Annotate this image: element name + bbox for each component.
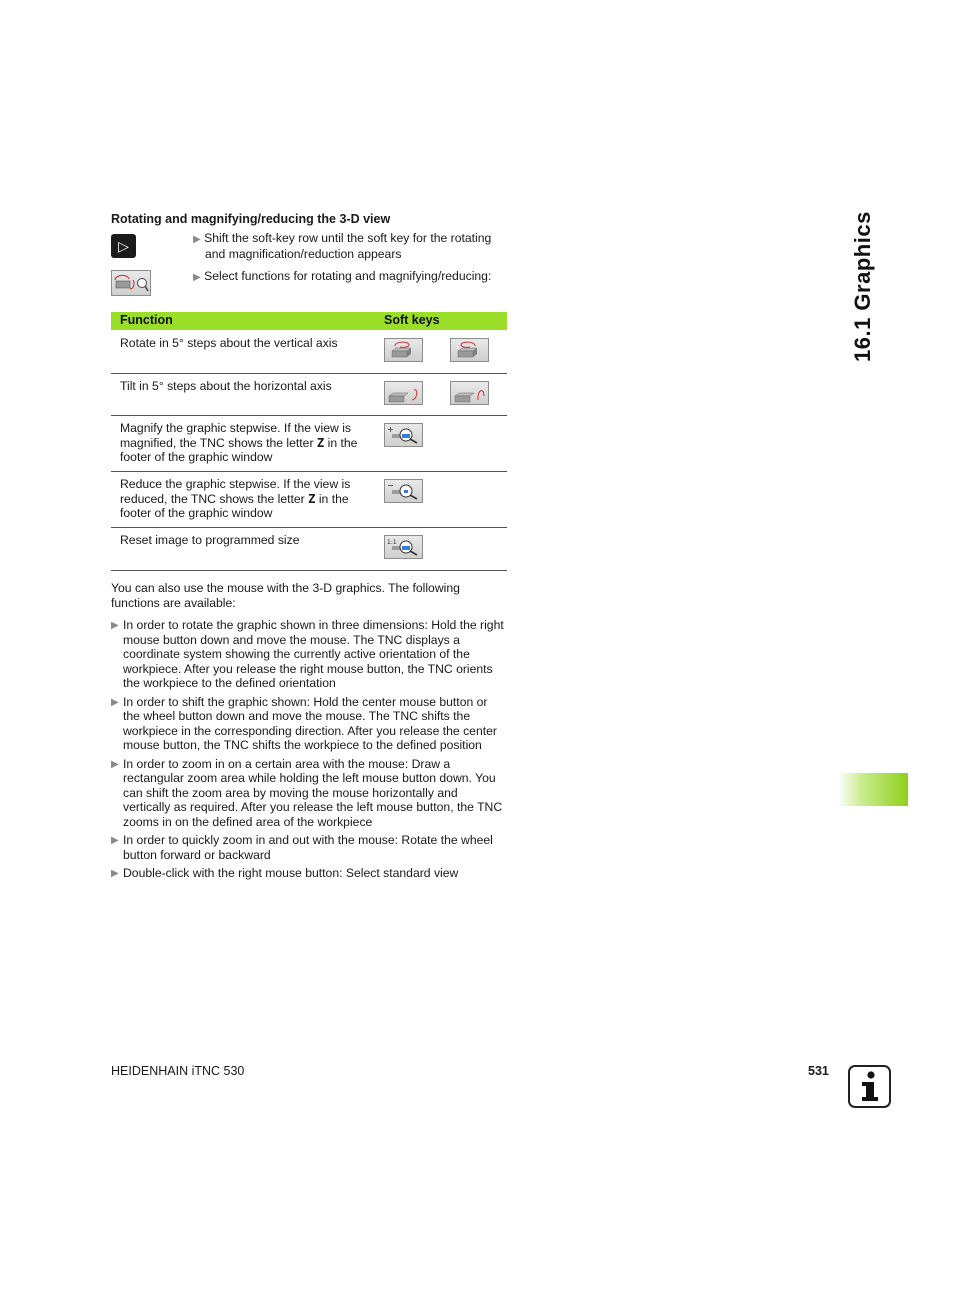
- chapter-tab-marker: [838, 773, 908, 806]
- table-row: [111, 330, 507, 374]
- ratio-label: 1:1: [387, 539, 397, 546]
- bullet-triangle-icon: ▶: [111, 620, 119, 631]
- function-cell: Reset image to programmed size: [120, 533, 300, 547]
- tilt-down-softkey[interactable]: [384, 381, 423, 405]
- table-row: [111, 471, 507, 528]
- reset-size-softkey[interactable]: [384, 535, 423, 559]
- letter-z: Z: [308, 491, 316, 506]
- list-item: [111, 833, 507, 862]
- reset-size-softkey-icon: [385, 536, 422, 558]
- bullet-triangle-icon: ▶: [111, 868, 119, 879]
- function-cell: [120, 477, 372, 521]
- mouse-functions-list: [111, 618, 507, 885]
- tilt-up-softkey[interactable]: [450, 381, 489, 405]
- table-row: [111, 415, 507, 472]
- bullet-triangle-icon: ▶: [111, 758, 119, 770]
- reduce-softkey[interactable]: [384, 479, 423, 503]
- bullet-triangle-icon: ▶: [111, 696, 119, 708]
- header-softkeys: Soft keys: [384, 313, 440, 327]
- step-2: [193, 269, 491, 285]
- list-item-text: In order to zoom in on a certain area with the mouse: Draw a rectangular zoom area while holding the left mouse button down. You can shift the zoom area by moving the mouse horizontally and vertically as required. After you release the left mouse button, the TNC zooms in on the defined area of the workpiece: [123, 756, 503, 829]
- list-item: [111, 757, 507, 830]
- letter-z: Z: [316, 435, 325, 450]
- page-number: 531: [808, 1064, 829, 1078]
- table-row: [111, 373, 507, 416]
- function-cell: [120, 421, 372, 465]
- step-1: [193, 231, 491, 262]
- function-text: Reduce the graphic stepwise. If the view is reduced, the TNC shows the letter: [120, 477, 351, 506]
- chapter-side-title: 16.1 Graphics: [850, 211, 875, 362]
- tilt-up-softkey-icon: [451, 382, 488, 404]
- minus-glyph: −: [387, 481, 394, 490]
- reduce-softkey-icon: [385, 480, 422, 502]
- section-heading: Rotating and magnifying/reducing the 3-D view: [111, 212, 391, 226]
- rotate-right-softkey-icon: [451, 339, 488, 361]
- next-softkey-row-button[interactable]: [111, 234, 136, 258]
- rotate-right-softkey[interactable]: [450, 338, 489, 362]
- plus-glyph: +: [387, 425, 394, 434]
- list-item: [111, 618, 507, 691]
- footer-product: HEIDENHAIN iTNC 530: [111, 1064, 245, 1078]
- list-item: [111, 866, 507, 881]
- function-text-end: in the footer of the graphic window: [120, 435, 358, 464]
- list-item-text: In order to quickly zoom in and out with the mouse: Rotate the wheel button forward or backward: [123, 833, 493, 862]
- info-icon: [850, 1067, 889, 1106]
- table-header: [111, 312, 507, 330]
- step-1-line2: and magnification/reduction appears: [205, 247, 402, 261]
- function-cell: Tilt in 5° steps about the horizontal axis: [120, 379, 332, 393]
- header-function: Function: [120, 313, 173, 327]
- list-item-text: In order to shift the graphic shown: Hold the center mouse button or the wheel button down and move the mouse. The TNC shifts the workpiece in the corresponding direction. After you release the center mouse button, the TNC shifts the workpiece to the defined position: [123, 694, 497, 752]
- list-item: [111, 695, 507, 753]
- right-triangle-icon: ▷: [118, 238, 129, 254]
- mouse-intro-paragraph: You can also use the mouse with the 3-D graphics. The following functions are available:: [111, 581, 460, 610]
- rotate-magnify-softkey[interactable]: [111, 270, 151, 296]
- list-item-text: Double-click with the right mouse button: Select standard view: [123, 866, 459, 880]
- list-item-text: In order to rotate the graphic shown in three dimensions: Hold the right mouse button down and move the mouse. The TNC displays a coordinate system showing the currently active orientation of the workpiece. After you release the right mouse button, the TNC orients the workpiece to the defined orientation: [123, 618, 504, 690]
- rotate-magnify-softkey-icon: [112, 271, 150, 295]
- info-box: [848, 1065, 891, 1108]
- magnify-softkey-icon: [385, 424, 422, 446]
- rotate-left-softkey-icon: [385, 339, 422, 361]
- magnify-softkey[interactable]: [384, 423, 423, 447]
- bullet-triangle-icon: ▶: [111, 835, 119, 846]
- function-text: Magnify the graphic stepwise. If the view is magnified, the TNC shows the letter: [120, 421, 351, 450]
- function-cell: Rotate in 5° steps about the vertical axis: [120, 336, 338, 350]
- table-row: [111, 527, 507, 571]
- function-text-end: in the footer of the graphic window: [120, 491, 349, 520]
- step-2-line1: Select functions for rotating and magnifying/reducing:: [204, 269, 492, 283]
- bullet-triangle-icon: ▶: [193, 272, 201, 283]
- tilt-down-softkey-icon: [385, 382, 422, 404]
- bullet-triangle-icon: ▶: [193, 234, 201, 245]
- rotate-left-softkey[interactable]: [384, 338, 423, 362]
- step-1-line1: Shift the soft-key row until the soft key for the rotating: [204, 231, 492, 245]
